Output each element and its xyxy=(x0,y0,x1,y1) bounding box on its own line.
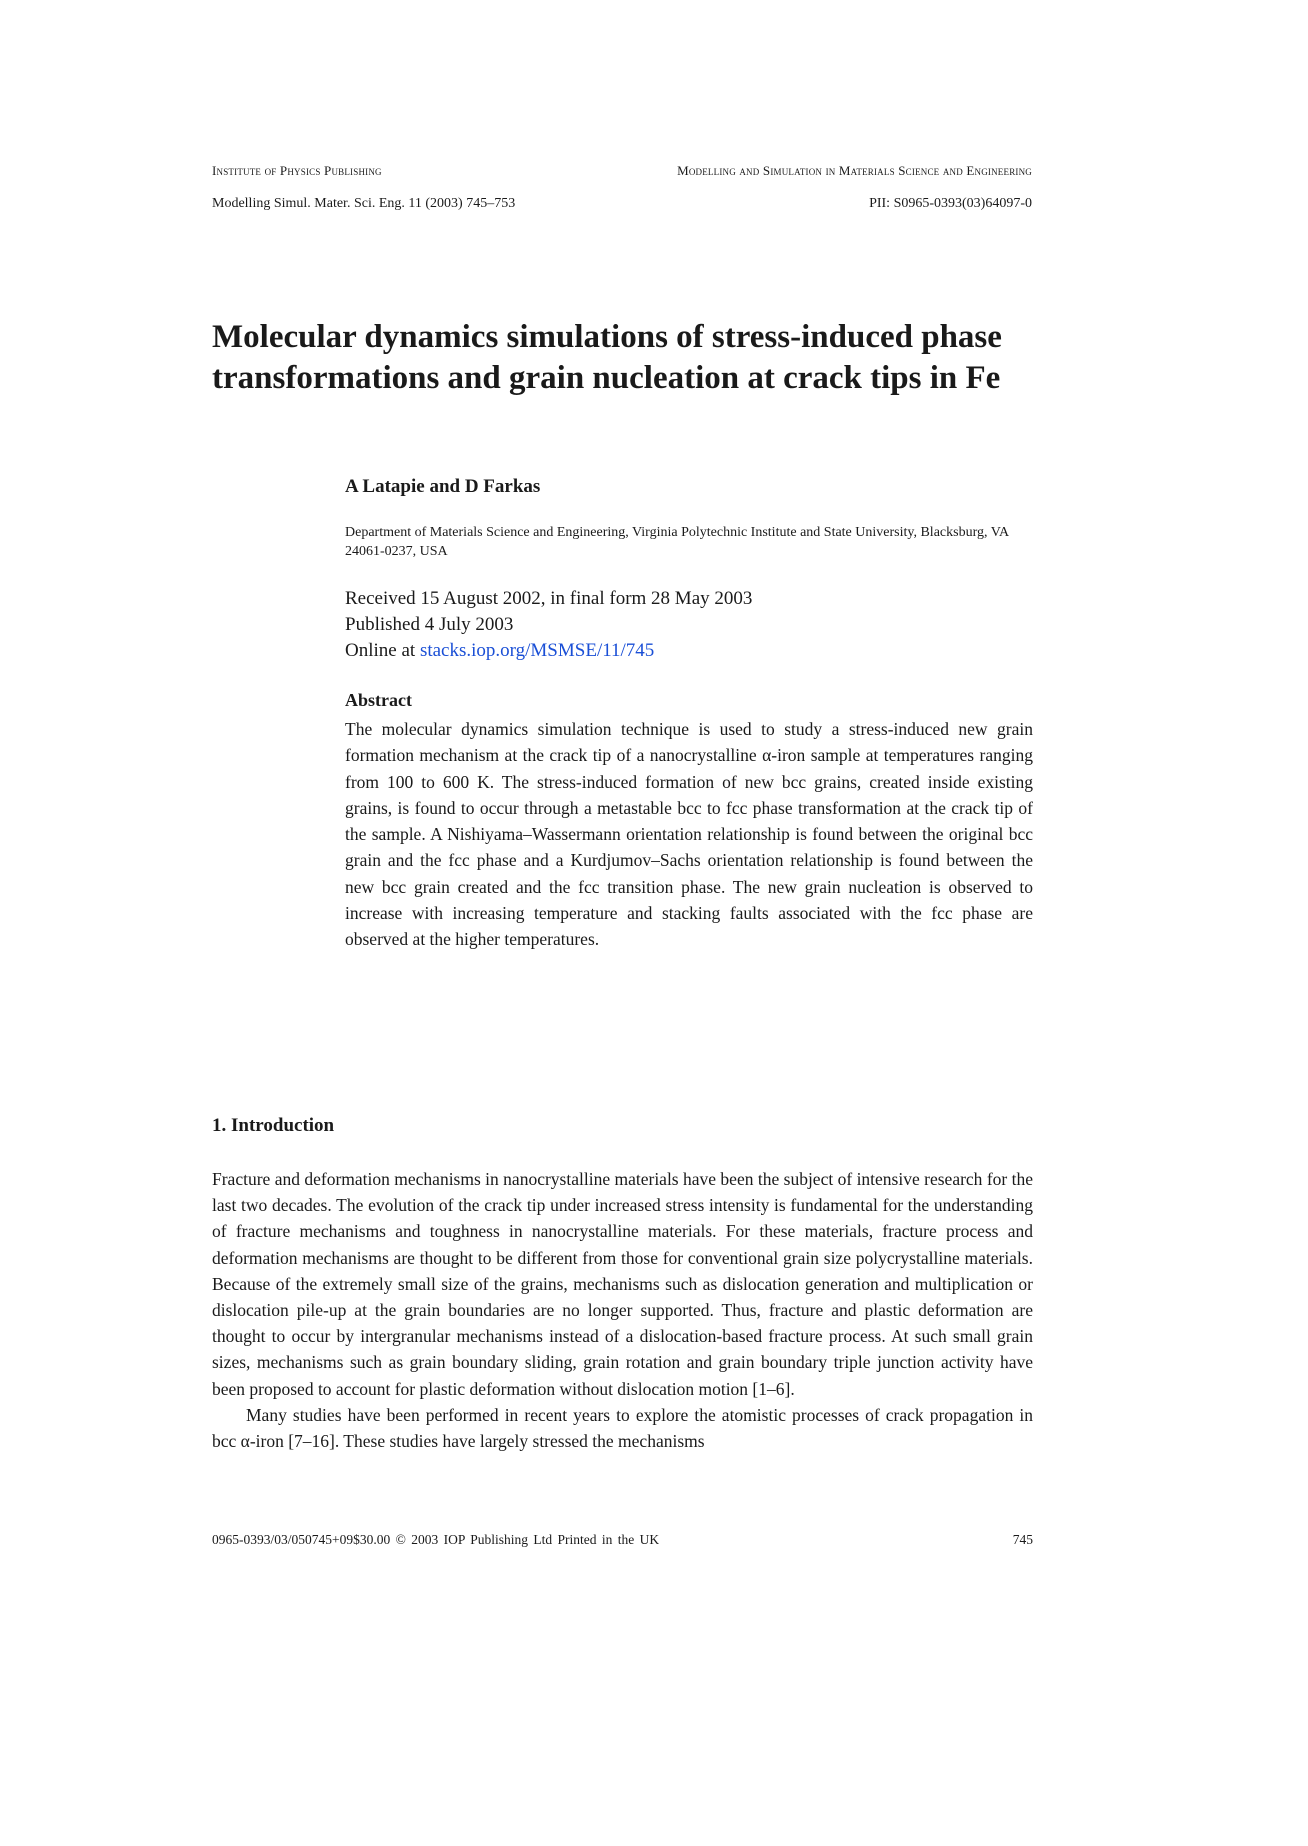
online-link[interactable]: stacks.iop.org/MSMSE/11/745 xyxy=(419,640,655,661)
abstract-heading: Abstract xyxy=(345,690,412,710)
introduction-body xyxy=(212,1166,1033,1454)
footer-copyright: 0965-0393/03/050745+09$30.00 © 2003 IOP Publishing Ltd Printed in the UK xyxy=(212,1532,660,1547)
pii-identifier: PII: S0965-0393(03)64097-0 xyxy=(869,196,1032,211)
article-title: Molecular dynamics simulations of stress-induced phase transformations and grain nucleation at crack tips in Fe xyxy=(212,319,1002,396)
intro-paragraph-1: Fracture and deformation mechanisms in nanocrystalline materials have been the subject of intensive research for the last two decades. The evolution of the crack tip under increased stress intensity is fundamental for the understanding of fracture mechanisms and toughness in nanocrystalline materials. For these materials, fracture process and deformation mechanisms are thought to be different from those for conventional grain size polycrystalline materials. Because of the extremely small size of the grains, mechanisms such as dislocation generation and multiplication or dislocation pile-up at the grain boundaries are no longer supported. Thus, fracture and plastic deformation are thought to occur by intergranular mechanisms instead of a dislocation-based fracture process. At such small grain sizes, mechanisms such as grain boundary sliding, grain rotation and grain boundary triple junction activity have been proposed to account for plastic deformation without dislocation motion [1–6]. xyxy=(212,1169,1033,1399)
introduction-heading: 1. Introduction xyxy=(212,1115,335,1136)
page-number: 745 xyxy=(1012,1532,1033,1547)
running-header xyxy=(212,163,1032,181)
citation-line xyxy=(212,196,1032,214)
journal-name: Modelling and Simulation in Materials Science and Engineering xyxy=(677,163,1032,178)
online-line xyxy=(345,638,1035,664)
journal-citation: Modelling Simul. Mater. Sci. Eng. 11 (2003) 745–753 xyxy=(212,196,516,211)
page-footer xyxy=(212,1532,1033,1550)
publisher-name: Institute of Physics Publishing xyxy=(212,163,382,178)
published-date: Published 4 July 2003 xyxy=(345,614,514,635)
online-prefix: Online at xyxy=(345,640,420,661)
author-list: A Latapie and D Farkas xyxy=(345,476,541,497)
abstract-text: The molecular dynamics simulation technique is used to study a stress-induced new grain formation mechanism at the crack tip of a nanocrystalline α-iron sample at temperatures ranging from 100 to 600 K. The stress-induced formation of new bcc grains, created inside existing grains, is found to occur through a metastable bcc to fcc phase transformation at the crack tip of the sample. A Nishiyama–Wassermann orientation relationship is found between the original bcc grain and the fcc phase and a Kurdjumov–Sachs orientation relationship is found between the new bcc grain created and the fcc transition phase. The new grain nucleation is observed to increase with increasing temperature and stacking faults associated with the fcc phase are observed at the higher temperatures. xyxy=(345,719,1033,950)
author-affiliation: Department of Materials Science and Engineering, Virginia Polytechnic Institute and State University, Blacksburg, VA 24061-0237, USA xyxy=(345,525,1009,559)
received-date: Received 15 August 2002, in final form 28 May 2003 xyxy=(345,588,753,609)
publication-dates xyxy=(345,586,1035,664)
intro-paragraph-2: Many studies have been performed in recent years to explore the atomistic processes of crack propagation in bcc α-iron [7–16]. These studies have largely stressed the mechanisms xyxy=(212,1404,1033,1452)
